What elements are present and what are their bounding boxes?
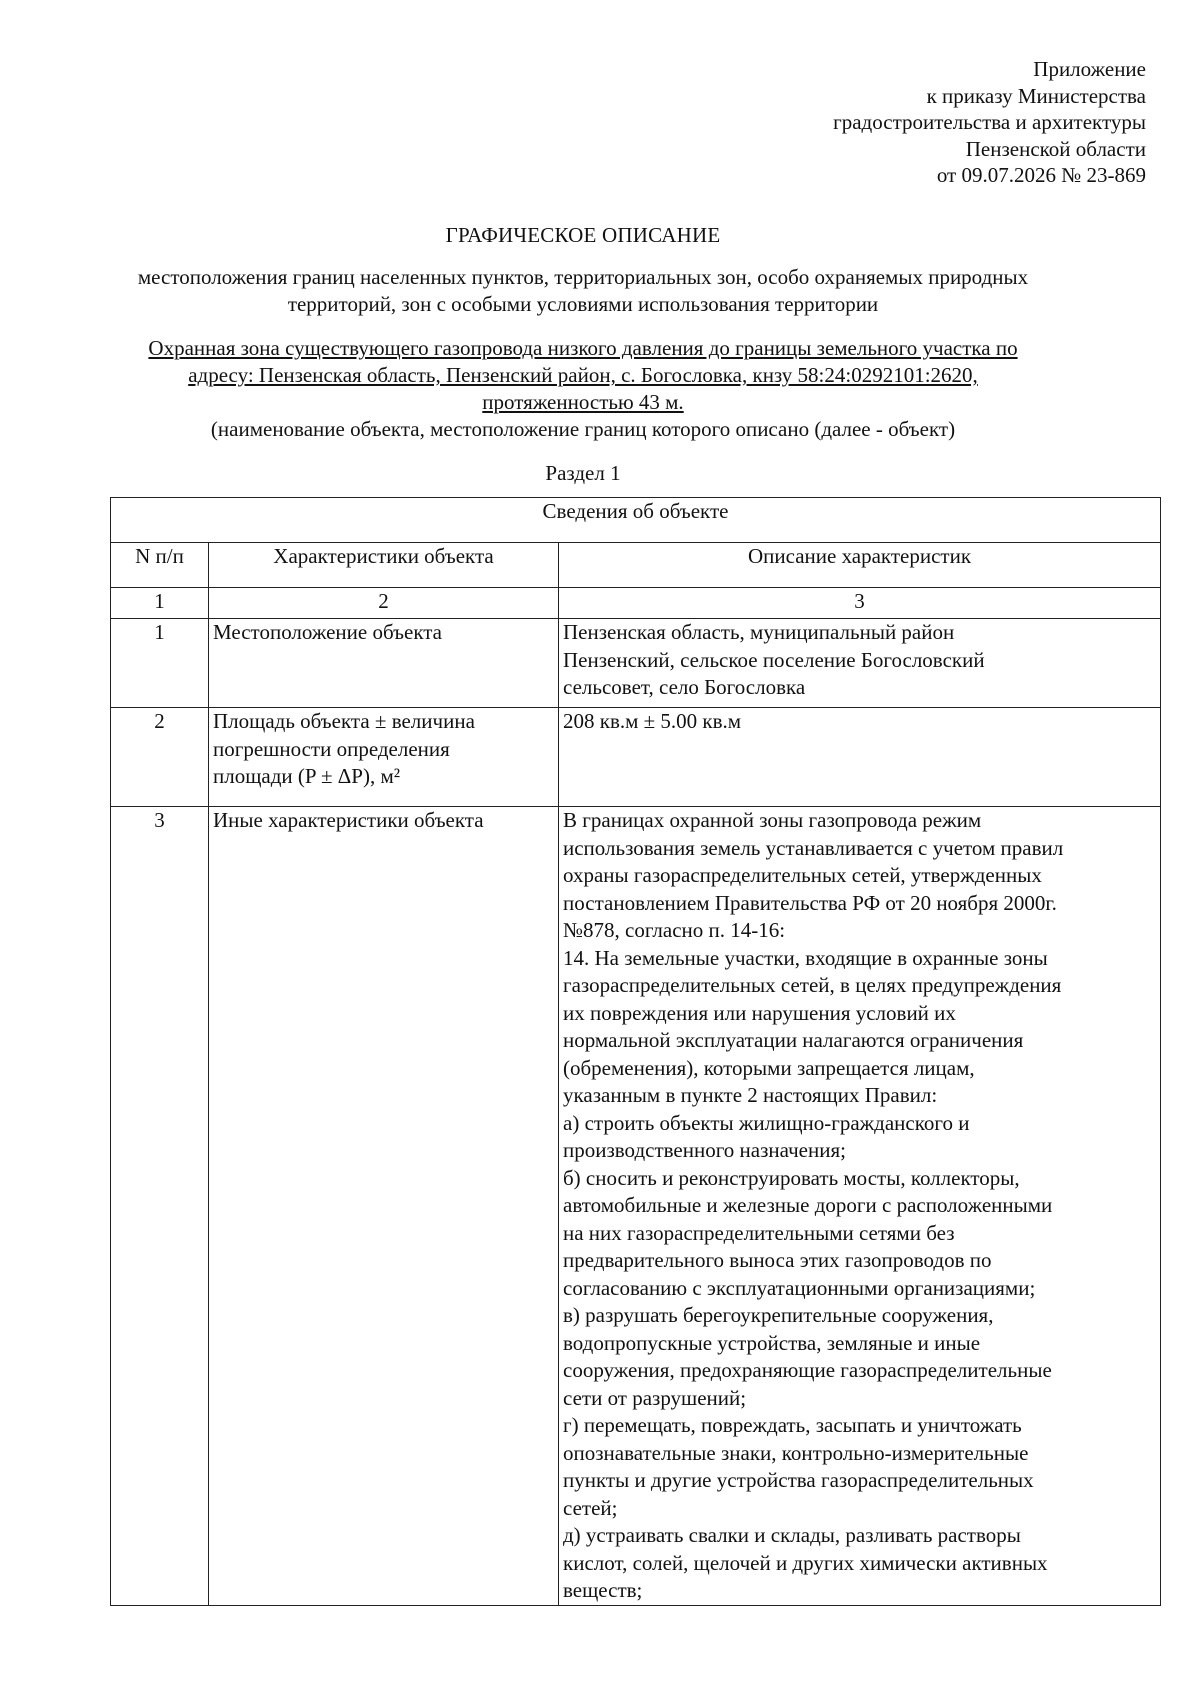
section-label: Раздел 1: [545, 461, 621, 485]
document-title: ГРАФИЧЕСКОЕ ОПИСАНИЕ: [445, 223, 721, 247]
characteristic-line: Иные характеристики объекта: [213, 808, 484, 832]
row-characteristic: [209, 807, 559, 1606]
description-line: производственного назначения;: [563, 1138, 846, 1162]
column-number-row: [111, 588, 1161, 619]
description-line: сети от разрушений;: [563, 1385, 747, 1410]
description-line: нормальной эксплуатации налагаются ограничения: [563, 1028, 1024, 1052]
description-line: пункты и другие устройства газораспределительных: [563, 1468, 1034, 1492]
characteristic-line: площади (P ± ΔP), м²: [213, 764, 401, 788]
characteristic-line: погрешности определения: [213, 736, 450, 761]
header-number: N п/п: [111, 543, 209, 588]
characteristic-line: Местоположение объекта: [213, 620, 443, 644]
object-info-table: [110, 497, 1161, 1606]
header-characteristic: Характеристики объекта: [209, 543, 559, 588]
table-caption: Сведения об объекте: [111, 498, 1161, 543]
row-description: [559, 708, 1161, 807]
description-line: д) устраивать свалки и склады, разливать растворы: [563, 1523, 1021, 1547]
row-number: 3: [111, 807, 209, 1606]
column-number: 3: [559, 588, 1161, 619]
description-line: б) сносить и реконструировать мосты, коллекторы,: [563, 1165, 1020, 1190]
description-line: постановлением Правительства РФ от 20 ноября 2000г.: [563, 890, 1057, 915]
description-line: №878, согласно п. 14-16:: [563, 918, 786, 942]
description-line: а) строить объекты жилищно-гражданского и: [563, 1110, 970, 1135]
appendix-block: [833, 56, 1146, 189]
table-header-row: [111, 543, 1161, 588]
description-line: веществ;: [563, 1578, 643, 1602]
description-line: газораспределительных сетей, в целях предупреждения: [563, 973, 1062, 997]
description-line: В границах охранной зоны газопровода режим: [563, 808, 982, 832]
description-line: согласованию с эксплуатационными организациями;: [563, 1275, 1036, 1300]
description-line: на них газораспределительными сетями без: [563, 1220, 955, 1245]
column-number: 2: [209, 588, 559, 619]
appendix-line: к приказу Министерства: [926, 83, 1146, 108]
table-row: [111, 708, 1161, 807]
appendix-line: градостроительства и архитектуры: [833, 110, 1146, 134]
description-line: сельсовет, село Богословка: [563, 675, 806, 699]
description-line: 14. На земельные участки, входящие в охранные зоны: [563, 945, 1048, 970]
description-line: указанным в пункте 2 настоящих Правил:: [563, 1083, 938, 1107]
description-line: кислот, солей, щелочей и других химически активных: [563, 1550, 1048, 1575]
description-line: сооружения, предохраняющие газораспределительные: [563, 1358, 1052, 1382]
row-characteristic: [209, 619, 559, 708]
subtitle-line: местоположения границ населенных пунктов, территориальных зон, особо охраняемых природных: [137, 265, 1029, 289]
description-line: их повреждения или нарушения условий их: [563, 1000, 956, 1025]
object-name-line: протяженностью 43 м.: [482, 390, 684, 414]
object-name-line: адресу: Пензенская область, Пензенский район, с. Богословка, кнзу 58:24:0292101:2620,: [188, 363, 978, 387]
description-line: г) перемещать, повреждать, засыпать и уничтожать: [563, 1413, 1022, 1437]
description-line: предварительного выноса этих газопроводов по: [563, 1248, 992, 1272]
row-number: 2: [111, 708, 209, 807]
object-name-line: Охранная зона существующего газопровода низкого давления до границы земельного участка по: [148, 336, 1018, 360]
characteristic-line: Площадь объекта ± величина: [213, 709, 475, 733]
table-caption-row: [111, 498, 1161, 543]
header-description: Описание характеристик: [559, 543, 1161, 588]
description-line: использования земель устанавливается с учетом правил: [563, 835, 1064, 860]
object-caption: (наименование объекта, местоположение границ которого описано (далее - объект): [210, 417, 956, 441]
description-line: охраны газораспределительных сетей, утвержденных: [563, 863, 1042, 887]
row-characteristic: [209, 708, 559, 807]
table-row: [111, 619, 1161, 708]
row-number: 1: [111, 619, 209, 708]
description-line: в) разрушать берегоукрепительные сооружения,: [563, 1303, 994, 1327]
row-description: [559, 807, 1161, 1606]
row-description: [559, 619, 1161, 708]
object-name: [108, 335, 1058, 416]
appendix-line: Приложение: [1033, 57, 1146, 81]
description-line: опознавательные знаки, контрольно-измерительные: [563, 1440, 1029, 1465]
description-line: сетей;: [563, 1495, 618, 1520]
document-subtitle: [108, 264, 1058, 318]
appendix-line: Пензенской области: [965, 136, 1146, 161]
description-line: (обременения), которыми запрещается лицам,: [563, 1055, 975, 1080]
column-number: 1: [111, 588, 209, 619]
description-line: водопропускные устройства, земляные и иные: [563, 1330, 981, 1355]
subtitle-line: территорий, зон с особыми условиями использования территории: [287, 292, 879, 316]
description-line: Пензенский, сельское поселение Богословский: [563, 647, 985, 672]
description-line: Пензенская область, муниципальный район: [563, 620, 955, 644]
description-line: 208 кв.м ± 5.00 кв.м: [563, 709, 742, 733]
appendix-order-date: от 09.07.2026 № 23-869: [936, 163, 1146, 187]
table-row: [111, 807, 1161, 1606]
description-line: автомобильные и железные дороги с расположенными: [563, 1193, 1053, 1217]
